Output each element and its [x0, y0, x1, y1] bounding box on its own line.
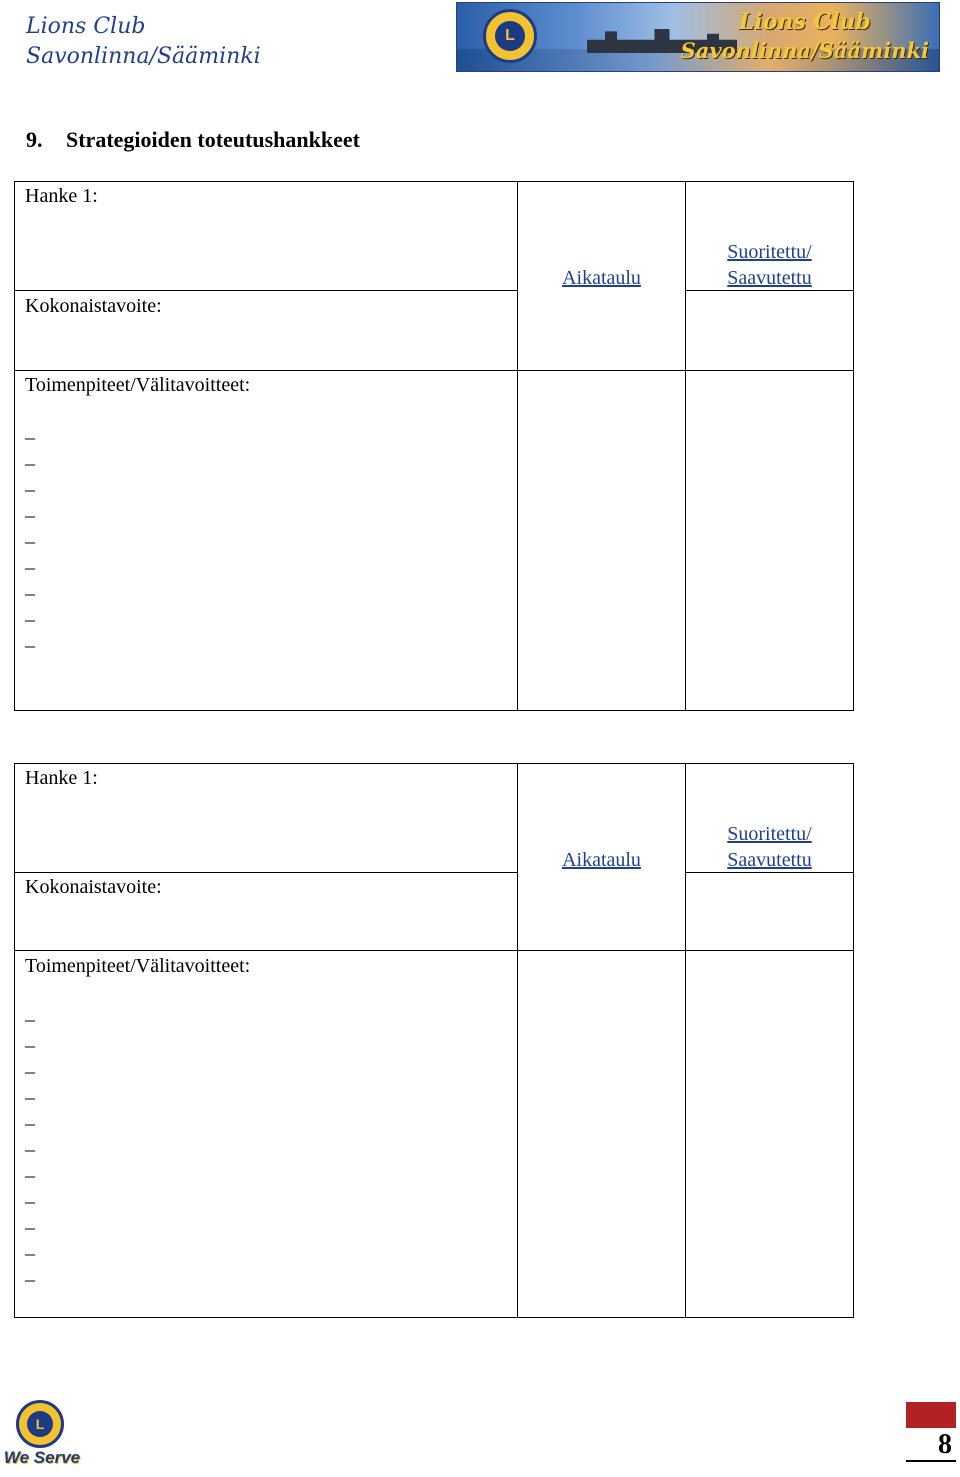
dash-line: _ — [25, 1262, 35, 1284]
hanke-label: Hanke 1: — [25, 185, 98, 207]
hanke-label: Hanke 1: — [25, 767, 98, 789]
banner-title-line1: Lions Club — [738, 9, 871, 35]
club-name-line2: Savonlinna/Sääminki — [26, 44, 261, 69]
dash-line: _ — [25, 1054, 35, 1076]
club-name-line1: Lions Club — [26, 14, 146, 39]
dash-line: _ — [25, 420, 35, 442]
measure-lines — [25, 418, 35, 652]
row-divider — [15, 370, 853, 371]
suoritettu-header — [686, 239, 853, 291]
dash-line: _ — [25, 1028, 35, 1050]
page-number: 8 — [906, 1428, 956, 1462]
lions-logo-letter: L — [495, 21, 525, 51]
toimenpiteet-label: Toimenpiteet/Välitavoitteet: — [25, 955, 251, 977]
row-divider — [15, 872, 517, 873]
kokonaistavoite-label: Kokonaistavoite: — [25, 295, 162, 317]
dash-line: _ — [25, 524, 35, 546]
section-title-text: Strategioiden toteutushankkeet — [66, 127, 360, 152]
dash-line: _ — [25, 602, 35, 624]
suoritettu-header — [686, 821, 853, 873]
dash-line: _ — [25, 1002, 35, 1024]
row-divider — [15, 290, 517, 291]
saavutettu-line: Saavutettu — [727, 267, 812, 289]
dash-line: _ — [25, 1106, 35, 1128]
dash-line: _ — [25, 1132, 35, 1154]
row-divider — [15, 950, 853, 951]
we-serve-text: We Serve — [3, 1448, 81, 1467]
dash-line: _ — [25, 576, 35, 598]
dash-line: _ — [25, 1210, 35, 1232]
suoritettu-line: Suoritettu/ — [727, 823, 812, 845]
column-divider — [517, 182, 518, 710]
emblem-letter: L — [27, 1411, 53, 1437]
dash-line: _ — [25, 498, 35, 520]
toimenpiteet-label: Toimenpiteet/Välitavoitteet: — [25, 374, 251, 396]
lions-logo-icon — [483, 9, 537, 63]
suoritettu-line: Suoritettu/ — [727, 241, 812, 263]
dash-line: _ — [25, 1236, 35, 1258]
dash-line: _ — [25, 550, 35, 572]
dash-line: _ — [25, 446, 35, 468]
dash-line: _ — [25, 628, 35, 650]
banner-title-line2: Savonlinna/Sääminki — [680, 38, 929, 63]
dash-line: _ — [25, 472, 35, 494]
dash-line: _ — [25, 1158, 35, 1180]
project-table-1 — [14, 181, 854, 711]
club-name — [26, 12, 261, 72]
aikataulu-header: Aikataulu — [562, 267, 641, 289]
kokonaistavoite-label: Kokonaistavoite: — [25, 876, 162, 898]
banner-title — [681, 7, 929, 65]
section-title — [26, 126, 360, 154]
dash-line: _ — [25, 1184, 35, 1206]
header-banner-image — [456, 2, 940, 72]
dash-line: _ — [25, 1080, 35, 1102]
measure-lines — [25, 1000, 35, 1286]
aikataulu-header: Aikataulu — [562, 849, 641, 871]
project-table-2 — [14, 763, 854, 1318]
we-serve-logo — [2, 1400, 82, 1474]
lions-emblem-icon — [16, 1400, 64, 1448]
section-number: 9. — [26, 127, 43, 152]
saavutettu-line: Saavutettu — [727, 849, 812, 871]
